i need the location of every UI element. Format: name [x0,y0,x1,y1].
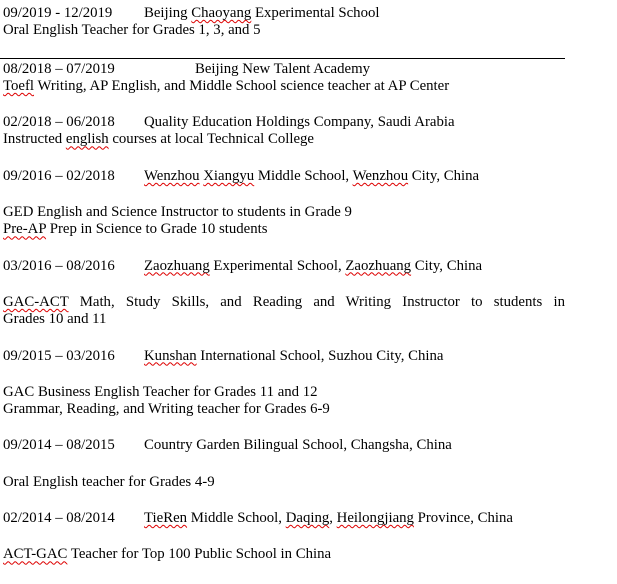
text-run: City, China [408,167,480,184]
entry-detail-paragraph [3,294,565,329]
text-run: Grades 10 and 11 [3,311,107,328]
text-run: GED English and Science Instructor to students in Grade 9 [3,204,352,221]
experience-entry [3,258,565,329]
entry-heading-line [3,510,565,527]
misspelled-word: english [65,131,109,148]
text-run: , [329,510,337,527]
text-run: Grammar, Reading, and Writing teacher for Grades 6-9 [3,401,330,418]
entry-detail-line [3,311,565,328]
experience-entry [3,510,565,564]
text-run: Math, Study Skills, and Reading and Writing Instructor to students in [68,293,565,310]
text-run: Experimental School [251,5,380,21]
entry-detail-line [3,78,565,95]
text-run: Middle School, [254,167,353,184]
text-run: Country Garden Bilingual School, Changsha, China [144,437,452,454]
experience-entry [3,58,565,96]
entry-heading-paragraph [3,5,565,40]
entry-heading-line [3,114,565,131]
entry-detail-line [3,22,565,39]
text-run: GAC Business English Teacher for Grades 11 and 12 [3,383,318,400]
text-run: Beijing [144,5,192,21]
entry-detail-paragraph [3,204,565,239]
experience-entry [3,114,565,149]
entry-date-range: 09/2015 – 03/2016 [3,347,115,364]
entry-school-name [144,437,452,453]
entry-heading-paragraph [3,437,565,454]
entry-date-range: 08/2018 – 07/2019 [3,60,115,77]
text-run: courses at local Technical College [108,131,314,148]
misspelled-word: Wenzhou [144,167,200,184]
entry-school-name [144,348,443,364]
entry-date-range: 09/2016 – 02/2018 [3,167,115,184]
entry-date-range: 09/2014 – 08/2015 [3,437,115,454]
text-run: Teacher for Top 100 Public School in China [67,546,332,563]
experience-entry [3,348,565,419]
horizontal-rule [0,58,565,59]
entry-heading-line [3,5,565,22]
entry-heading-paragraph [3,168,565,185]
entry-school-name [144,510,513,526]
text-run: Instructed [3,131,66,148]
experience-entry [3,5,565,40]
text-run: Oral English teacher for Grades 4-9 [3,473,215,490]
text-run: City, China [411,257,483,274]
entry-school-name [144,5,380,21]
experience-entry [3,437,565,491]
entry-detail-line [3,401,565,418]
misspelled-word: ACT-GAC [3,546,68,563]
entry-detail-paragraph [3,546,565,563]
misspelled-word: Chaoyang [191,5,252,21]
entry-heading-paragraph [3,258,565,275]
entry-detail-line [3,221,565,238]
text-run: Quality Education Holdings Company, Saudi Arabia [144,114,455,131]
entry-date-range: 03/2016 – 08/2016 [3,257,115,274]
text-run: Oral English Teacher for Grades 1, 3, and 5 [3,22,261,39]
entry-date-range: 02/2018 – 06/2018 [3,114,115,131]
entry-heading-line [3,168,565,185]
entry-date-range: 09/2019 - 12/2019 [3,5,113,21]
entry-heading-paragraph [3,61,565,96]
misspelled-word: Wenzhou [352,167,409,184]
entry-school-name [195,61,370,77]
entry-detail-line [3,474,565,491]
entry-detail-line [3,384,565,401]
misspelled-word: Xiangyu [203,167,255,184]
entry-school-name [144,168,479,184]
misspelled-word: GAC-ACT [3,293,69,310]
entry-heading-line [3,348,565,365]
experience-entry [3,168,565,239]
text-run: Middle School, [187,510,286,527]
misspelled-word: Toefl [3,77,35,94]
entry-heading-paragraph [3,348,565,365]
misspelled-word: Zaozhuang [144,257,210,274]
entry-detail-line [3,131,565,148]
entry-detail-paragraph [3,474,565,491]
entry-heading-line [3,61,565,78]
misspelled-word: Heilongjiang [336,510,414,527]
misspelled-word: Zaozhuang [345,257,412,274]
experience-entry-list [3,5,565,564]
text-run: Prep in Science to Grade 10 students [46,221,268,238]
entry-date-range: 02/2014 – 08/2014 [3,510,115,527]
entry-school-name [144,114,455,130]
entry-heading-line [3,437,565,454]
text-run: Experimental School, [209,257,346,274]
text-run: Writing, AP English, and Middle School science teacher at AP Center [34,77,450,94]
entry-detail-line [3,294,565,311]
misspelled-word: Pre-AP [3,221,47,238]
misspelled-word: TieRen [144,510,188,527]
entry-heading-line [3,258,565,275]
entry-heading-paragraph [3,114,565,149]
entry-detail-line [3,204,565,221]
text-run: Beijing New Talent Academy [195,60,370,77]
text-run: Province, China [413,510,513,527]
text-run: International School, Suzhou City, China [196,347,444,364]
entry-school-name [144,258,482,274]
misspelled-word: Daqing [285,510,330,527]
entry-detail-line [3,546,565,563]
entry-detail-paragraph [3,384,565,419]
entry-heading-paragraph [3,510,565,527]
misspelled-word: Kunshan [144,347,197,364]
